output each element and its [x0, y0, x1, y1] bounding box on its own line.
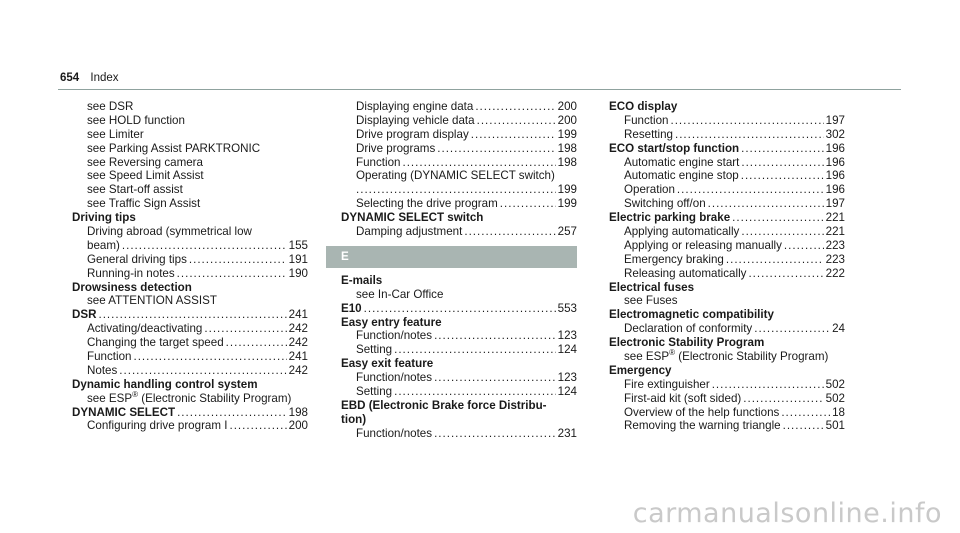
page-ref: 221: [825, 211, 845, 225]
page-ref: 197: [825, 197, 845, 211]
index-heading: Electrical fuses: [609, 280, 695, 294]
index-entry: see Speed Limit Assist: [87, 169, 204, 183]
index-entry: Applying or releasing manually ..... 223: [609, 239, 845, 253]
page-ref: 242: [288, 336, 308, 350]
index-entry: see ESP® (Electronic Stability Program): [624, 348, 829, 364]
page-ref: 197: [825, 113, 845, 127]
index-entry: Removing the warning triangle ..... 501: [609, 419, 845, 433]
index-entry: Displaying engine data ..... 200: [341, 100, 577, 114]
page-ref: 501: [825, 419, 845, 433]
page-ref: 200: [557, 113, 577, 127]
page-ref: 199: [557, 197, 577, 211]
index-entry: see Start-off assist: [87, 183, 183, 197]
index-entry: Changing the target speed ..... 242: [72, 336, 308, 350]
page-ref: 124: [557, 385, 577, 399]
page-title: Index: [90, 72, 119, 84]
page-ref: 241: [288, 308, 308, 322]
page-ref: 242: [288, 363, 308, 377]
page-ref: 124: [557, 343, 577, 357]
index-heading: ECO start/stop function ..... 196: [609, 142, 845, 156]
header-rule: [58, 89, 901, 90]
watermark: carmanualsonline.info: [632, 498, 942, 530]
index-heading: Driving tips: [72, 211, 136, 225]
index-entry: beam) ..... 155: [72, 239, 308, 253]
index-heading: Electric parking brake ..... 221: [609, 211, 845, 225]
index-column-3: [609, 100, 845, 433]
index-entry: Applying automatically ..... 221: [609, 225, 845, 239]
page-ref: 196: [825, 183, 845, 197]
index-entry: see Traffic Sign Assist: [87, 197, 201, 211]
page-ref: 199: [557, 183, 577, 197]
index-entry: Resetting ..... 302: [609, 128, 845, 142]
index-entry: Function/notes ..... 231: [341, 427, 577, 441]
index-entry: Selecting the drive program ..... 199: [341, 197, 577, 211]
index-entry: Driving abroad (symmetrical low: [87, 225, 252, 239]
index-heading: DYNAMIC SELECT ..... 198: [72, 406, 308, 420]
page-ref: 257: [557, 225, 577, 239]
page-ref: 198: [557, 141, 577, 155]
page-ref: 199: [557, 127, 577, 141]
page-ref: 241: [288, 350, 308, 364]
index-entry: Setting ..... 124: [341, 385, 577, 399]
section-letter-e: E: [326, 246, 577, 268]
page-ref: 223: [825, 252, 845, 266]
page-ref: 196: [825, 169, 845, 183]
index-heading: EBD (Electronic Brake force Distribu-: [341, 398, 547, 412]
index-entry: see HOLD function: [87, 113, 185, 127]
index-entry: see Parking Assist PARKTRONIC: [87, 141, 261, 155]
index-entry: Running-in notes ..... 190: [72, 267, 308, 281]
index-entry: see In-Car Office: [356, 287, 444, 301]
index-entry: Operating (DYNAMIC SELECT switch): [356, 169, 555, 183]
page-ref: 302: [825, 127, 845, 141]
index-heading: Electromagnetic compatibility: [609, 308, 774, 322]
index-entry: Releasing automatically ..... 222: [609, 267, 845, 281]
index-column-1: [72, 100, 308, 433]
page-ref: 221: [825, 225, 845, 239]
index-entry: Operation ..... 196: [609, 183, 845, 197]
index-entry: Automatic engine stop ..... 196: [609, 169, 845, 183]
index-entry: [341, 183, 577, 197]
index-entry: Declaration of conformity ..... 24: [609, 322, 845, 336]
index-entry: see ATTENTION ASSIST: [87, 294, 217, 308]
page-ref: 553: [557, 301, 577, 315]
index-heading: E-mails: [341, 273, 383, 287]
index-entry: Function/notes ..... 123: [341, 371, 577, 385]
page-ref: 198: [557, 155, 577, 169]
page-ref: 502: [825, 377, 845, 391]
index-entry: General driving tips ..... 191: [72, 253, 308, 267]
index-entry: Emergency braking ..... 223: [609, 253, 845, 267]
index-entry: see Limiter: [87, 127, 144, 141]
index-heading: Easy exit feature: [341, 357, 434, 371]
index-entry: see Reversing camera: [87, 155, 203, 169]
index-heading: Emergency: [609, 363, 672, 377]
index-entry: Notes ..... 242: [72, 364, 308, 378]
index-entry: see Fuses: [624, 294, 678, 308]
index-heading: Easy entry feature: [341, 315, 442, 329]
page-header: [60, 72, 119, 86]
index-entry: Displaying vehicle data ..... 200: [341, 114, 577, 128]
index-entry: Function/notes ..... 123: [341, 329, 577, 343]
page-ref: 200: [557, 100, 577, 113]
page-ref: 155: [288, 238, 308, 252]
index-entry: Drive programs ..... 198: [341, 142, 577, 156]
index-heading: tion): [341, 412, 367, 426]
index-entry: Function ..... 197: [609, 114, 845, 128]
page-ref: 190: [288, 266, 308, 280]
index-entry: First-aid kit (soft sided) ..... 502: [609, 392, 845, 406]
index-entry: Automatic engine start ..... 196: [609, 156, 845, 170]
page-ref: 231: [557, 426, 577, 440]
index-heading: Dynamic handling control system: [72, 377, 258, 391]
page-ref: 123: [557, 371, 577, 385]
index-entry: Configuring drive program I ..... 200: [72, 419, 308, 433]
index-heading: Electronic Stability Program: [609, 336, 765, 350]
page-ref: 222: [825, 266, 845, 280]
index-entry: Overview of the help functions ..... 18: [609, 406, 845, 420]
page-ref: 18: [832, 405, 845, 419]
index-heading: DYNAMIC SELECT switch: [341, 211, 484, 225]
page-ref: 196: [825, 141, 845, 155]
index-entry: see DSR: [87, 100, 134, 113]
page-ref: 24: [832, 322, 845, 336]
index-entry: Fire extinguisher ..... 502: [609, 378, 845, 392]
index-entry: Switching off/on ..... 197: [609, 197, 845, 211]
index-entry: Function ..... 198: [341, 156, 577, 170]
index-entry: see ESP® (Electronic Stability Program): [87, 389, 292, 405]
page-number: 654: [60, 72, 80, 84]
page-ref: 502: [825, 391, 845, 405]
page-ref: 242: [288, 322, 308, 336]
page-ref: 198: [288, 405, 308, 419]
index-column-2: [341, 100, 577, 441]
index-entry: Activating/deactivating ..... 242: [72, 322, 308, 336]
page-ref: 123: [557, 329, 577, 343]
index-entry: Setting ..... 124: [341, 343, 577, 357]
page-ref: 196: [825, 155, 845, 169]
page-ref: 200: [288, 419, 308, 433]
index-heading: ECO display: [609, 100, 678, 113]
index-entry: Drive program display ..... 199: [341, 128, 577, 142]
index-heading: DSR ..... 241: [72, 308, 308, 322]
index-heading: E10 ..... 553: [341, 302, 577, 316]
page-ref: 191: [288, 252, 308, 266]
index-entry: Damping adjustment ..... 257: [341, 225, 577, 239]
page-ref: 223: [825, 238, 845, 252]
index-heading: Drowsiness detection: [72, 280, 192, 294]
index-entry: Function ..... 241: [72, 350, 308, 364]
